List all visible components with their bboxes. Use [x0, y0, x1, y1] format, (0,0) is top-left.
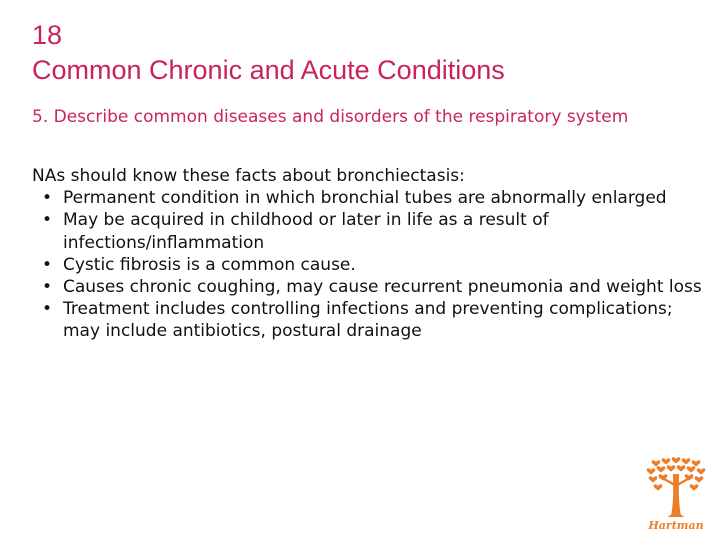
chapter-title: Common Chronic and Acute Conditions: [32, 55, 505, 85]
list-item-text: Permanent condition in which bronchial tubes are abnormally enlarged: [63, 188, 667, 209]
bullet-icon: •: [42, 254, 53, 275]
list-item: [32, 254, 708, 276]
list-item: [32, 209, 708, 253]
heart-tree-logo-icon: [640, 456, 712, 534]
list-item: [32, 276, 708, 298]
bullet-icon: •: [42, 277, 53, 298]
logo-text: Hartman: [648, 519, 704, 532]
list-item-text: Cystic fibrosis is a common cause.: [63, 254, 356, 275]
hartman-logo: [640, 456, 712, 534]
learning-objective: 5. Describe common diseases and disorders of the respiratory system: [32, 107, 629, 127]
list-item-text: Causes chronic coughing, may cause recurrent pneumonia and weight loss: [63, 277, 702, 298]
list-item: [32, 187, 708, 209]
list-item-text: May be acquired in childhood or later in life as a result of infections/inflammation: [63, 210, 549, 253]
bullet-icon: •: [42, 299, 53, 320]
chapter-number: 18: [32, 20, 63, 50]
intro-text: NAs should know these facts about bronchiectasis:: [32, 166, 465, 186]
slide-body: [32, 165, 708, 343]
bullet-icon: •: [42, 188, 53, 209]
bullet-list: [32, 187, 708, 342]
slide-title: [32, 18, 505, 88]
list-item-text: Treatment includes controlling infections and preventing complications; may include antibiotics, postural drainage: [63, 299, 673, 342]
bullet-icon: •: [42, 210, 53, 231]
list-item: [32, 298, 708, 342]
